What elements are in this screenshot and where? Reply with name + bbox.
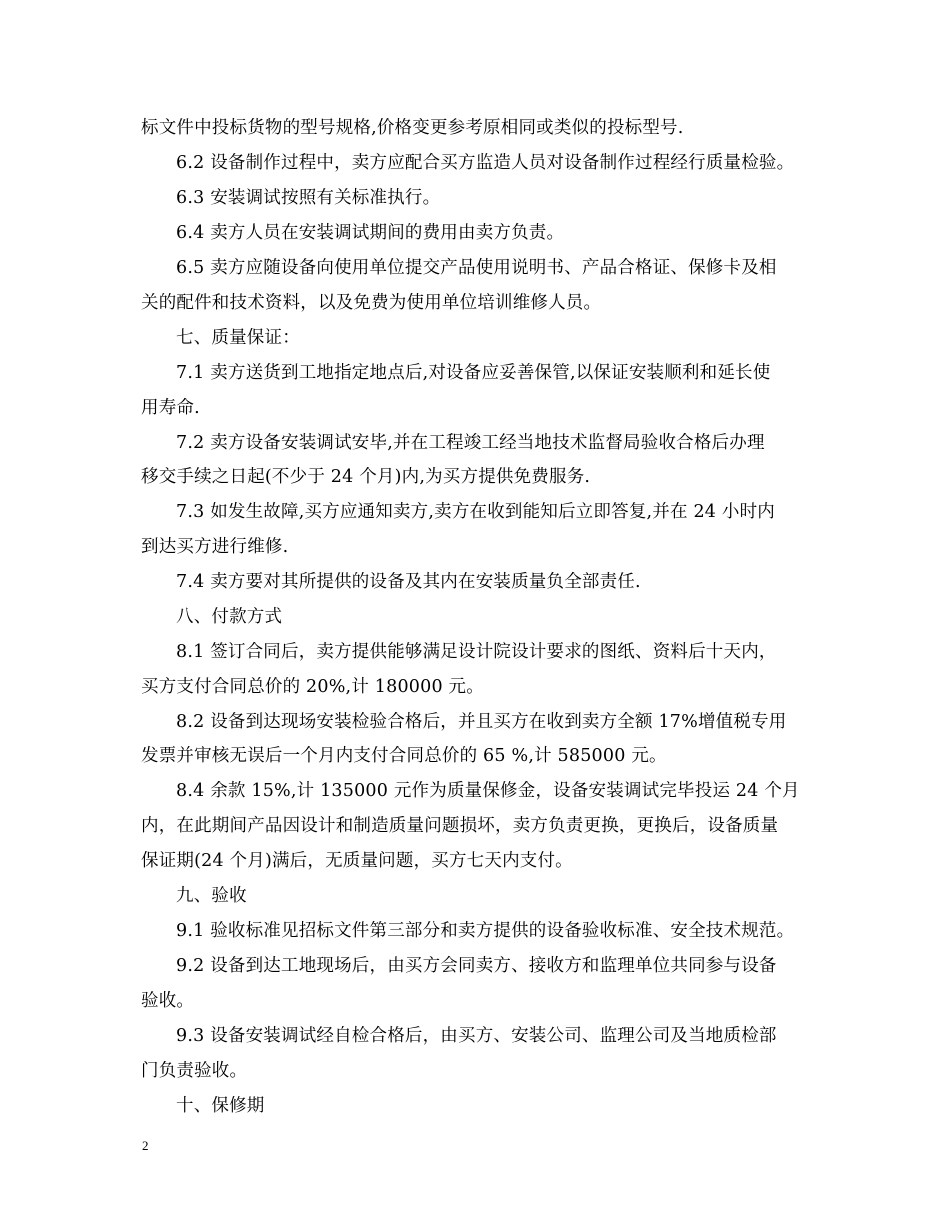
paragraph-line: 验收。: [141, 991, 195, 1011]
paragraph-line: 7.3 如发生故障,买方应通知卖方,卖方在收到能知后立即答复,并在 24 小时内: [176, 502, 775, 522]
paragraph-line: 6.5 卖方应随设备向使用单位提交产品使用说明书、产品合格证、保修卡及相: [176, 258, 777, 278]
section-heading: 七、质量保证：: [176, 328, 300, 348]
paragraph-line: 9.1 验收标准见招标文件第三部分和卖方提供的设备验收标准、安全技术规范。: [176, 921, 795, 941]
paragraph-line: 7.4 卖方要对其所提供的设备及其内在安装质量负全部责任.: [176, 572, 641, 592]
paragraph-line: 门负责验收。: [141, 1061, 248, 1081]
paragraph-line: 标文件中投标货物的型号规格,价格变更参考原相同或类似的投标型号.: [141, 118, 684, 138]
paragraph-line: 发票并审核无误后一个月内支付合同总价的 65 %,计 585000 元。: [141, 746, 667, 766]
paragraph-line: 7.1 卖方送货到工地指定地点后,对设备应妥善保管,以保证安装顺利和延长使: [176, 363, 771, 383]
paragraph-line: 9.2 设备到达工地现场后，由买方会同卖方、接收方和监理单位共同参与设备: [176, 956, 777, 976]
paragraph-line: 6.4 卖方人员在安装调试期间的费用由卖方负责。: [176, 223, 565, 243]
page-number: 2: [142, 1138, 149, 1153]
paragraph-line: 9.3 设备安装调试经自检合格后，由买方、安装公司、监理公司及当地质检部: [176, 1026, 777, 1046]
paragraph-line: 用寿命.: [141, 398, 200, 418]
paragraph-line: 8.1 签订合同后，卖方提供能够满足设计院设计要求的图纸、资料后十天内，: [176, 642, 777, 662]
paragraph-line: 买方支付合同总价的 20%,计 180000 元。: [141, 677, 484, 697]
paragraph-line: 6.3 安装调试按照有关标准执行。: [176, 188, 441, 208]
paragraph-line: 7.2 卖方设备安装调试安毕,并在工程竣工经当地技术监督局验收合格后办理: [176, 433, 765, 453]
paragraph-line: 关的配件和技术资料，以及免费为使用单位培训维修人员。: [141, 293, 602, 313]
section-heading: 九、验收: [176, 886, 247, 906]
section-heading: 八、付款方式: [176, 607, 283, 627]
paragraph-line: 内，在此期间产品因设计和制造质量问题损坏，卖方负责更换，更换后，设备质量: [141, 816, 779, 836]
section-heading: 十、保修期: [176, 1096, 265, 1116]
paragraph-line: 到达买方进行维修.: [141, 537, 289, 557]
paragraph-line: 8.4 余款 15%,计 135000 元作为质量保修金，设备安装调试完毕投运 24 个月: [176, 781, 800, 801]
paragraph-line: 保证期(24 个月)满后，无质量问题，买方七天内支付。: [141, 851, 573, 871]
paragraph-line: 移交手续之日起(不少于 24 个月)内,为买方提供免费服务.: [141, 467, 591, 487]
paragraph-line: 8.2 设备到达现场安装检验合格后，并且买方在收到卖方全额 17%增值税专用: [176, 712, 787, 732]
paragraph-line: 6.2 设备制作过程中，卖方应配合买方监造人员对设备制作过程经行质量检验。: [176, 153, 795, 173]
